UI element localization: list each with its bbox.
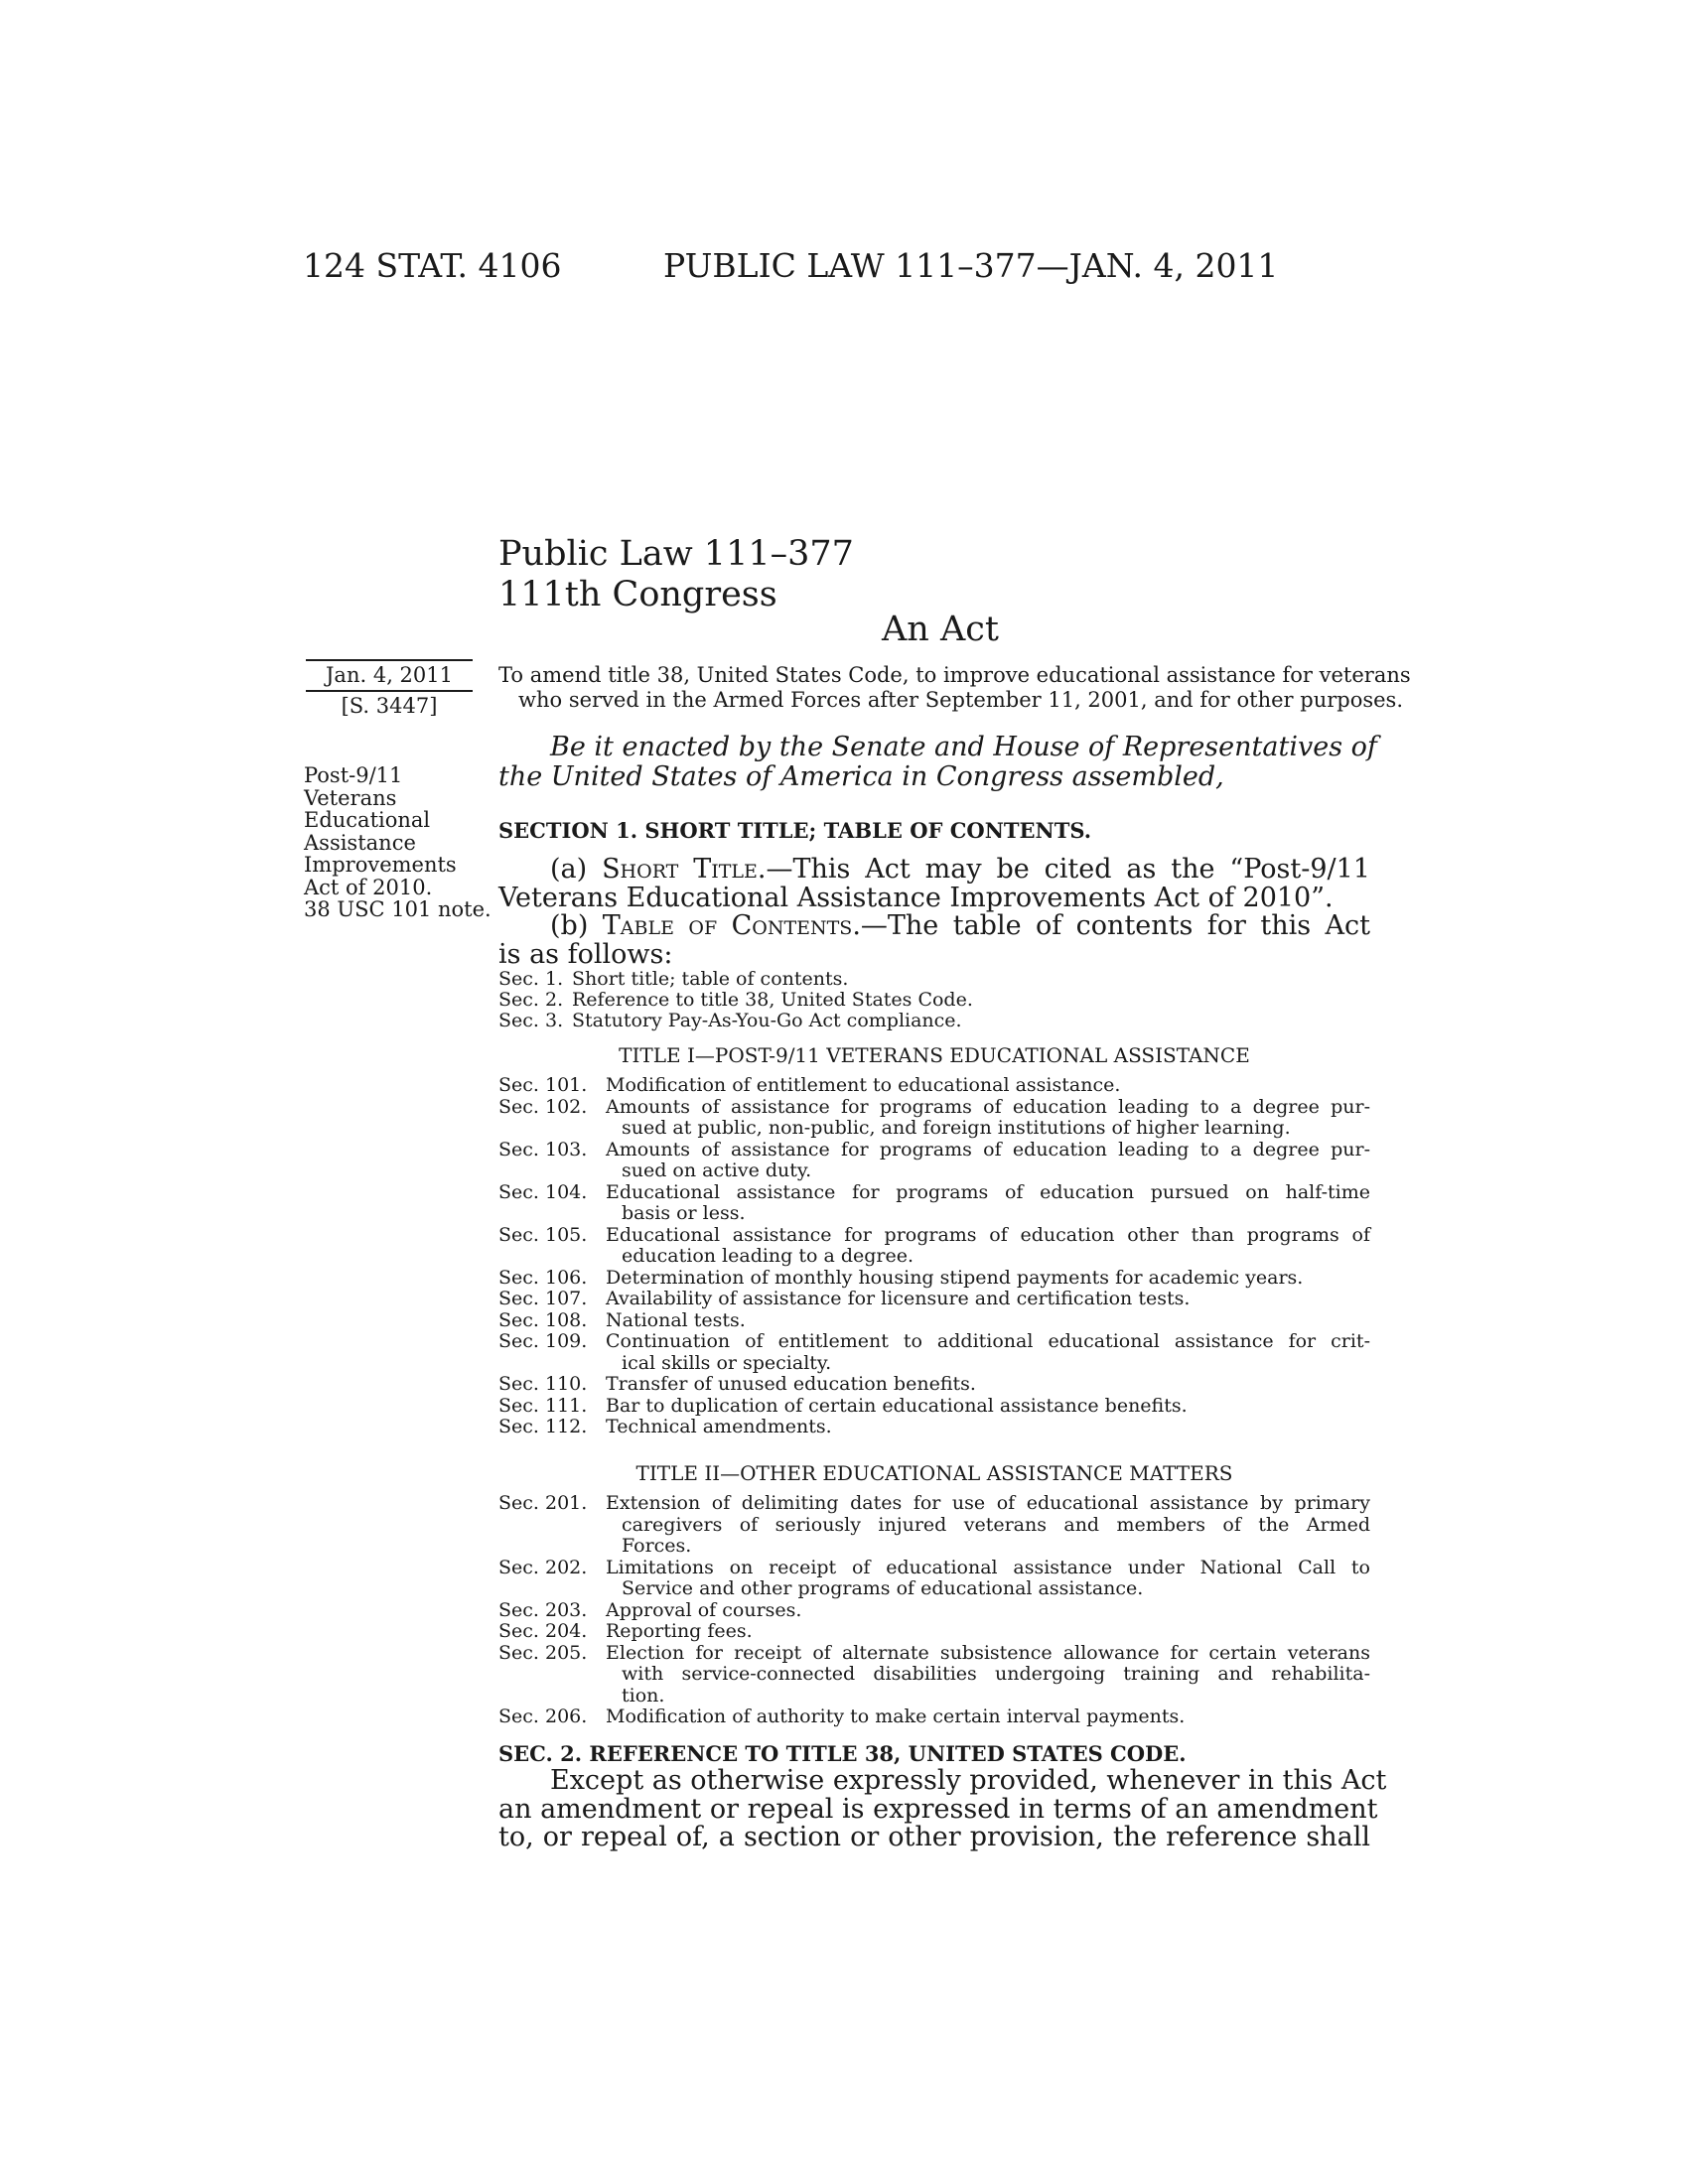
enactment-date: Jan. 4, 2011 [326, 663, 453, 687]
margin-note-line: Post-9/11 [304, 763, 403, 787]
toc-row [498, 1182, 1370, 1225]
toc-section-title [606, 1097, 1370, 1140]
margin-date-block [306, 659, 473, 721]
toc-title-line: Election for receipt of alternate subsistence allowance for certain veterans [606, 1641, 1370, 1664]
toc-section-title [606, 1268, 1370, 1290]
toc-row [498, 1396, 1370, 1418]
margin-notes [304, 764, 492, 921]
section-2-line: to, or repeal of, a section or other provision, the reference shall [498, 1822, 1370, 1852]
toc-section-title [606, 1225, 1370, 1268]
toc-section-title [606, 1643, 1370, 1707]
toc-row [498, 990, 973, 1011]
toc-section-number: Sec. 1. [498, 968, 564, 990]
toc-section-title [606, 1075, 1370, 1097]
toc-title-2-heading: TITLE II—OTHER EDUCATIONAL ASSISTANCE MATTERS [635, 1461, 1233, 1485]
toc-section-number: Sec. 202. [498, 1556, 588, 1578]
toc-title-line: Bar to duplication of certain educational assistance benefits. [606, 1394, 1188, 1417]
toc-section-number: Sec. 102. [498, 1095, 588, 1118]
purpose-line: who served in the Armed Forces after September 11, 2001, and for other purposes. [518, 688, 1404, 712]
toc-section-number: Sec. 103. [498, 1138, 588, 1160]
toc-row [498, 1140, 1370, 1182]
toc-section-number: Sec. 204. [498, 1620, 588, 1642]
section-2-body [498, 1765, 1387, 1852]
subsection-a-line: Veterans Educational Assistance Improvements Act of 2010”. [498, 882, 1334, 913]
law-title [498, 534, 854, 615]
margin-note-line: Assistance [304, 830, 416, 855]
toc-section-title [606, 1310, 1370, 1332]
congress-number: 111th Congress [498, 575, 777, 614]
section-1-heading: SECTION 1. SHORT TITLE; TABLE OF CONTENTS. [498, 818, 1092, 843]
toc-section-title [606, 1600, 1370, 1622]
toc-title-line: Limitations on receipt of educational assistance under National Call to [606, 1556, 1370, 1578]
toc-row [498, 1097, 1370, 1140]
toc-title-line: Continuation of entitlement to additional educational assistance for crit- [606, 1330, 1370, 1352]
toc-section-number: Sec. 108. [498, 1308, 588, 1331]
toc-section-title [606, 1417, 1370, 1438]
toc-title-line: education leading to a degree. [622, 1245, 914, 1267]
toc-title-line: Availability of assistance for licensure and certification tests. [606, 1288, 1191, 1309]
margin-note-line: Act of 2010. [304, 875, 433, 899]
toc-row [498, 1558, 1370, 1600]
subsection-b-line: (b) Table of Contents.—The table of contents for this Act [550, 910, 1371, 941]
toc-section-title [606, 1621, 1370, 1643]
toc-row [498, 1706, 1370, 1728]
toc-row [498, 1331, 1370, 1374]
toc-section-number: Sec. 101. [498, 1074, 588, 1096]
toc-section-number: Sec. 109. [498, 1330, 588, 1352]
toc-row [498, 1011, 973, 1031]
toc-row [498, 1493, 1370, 1558]
toc-title-line: Technical amendments. [606, 1416, 832, 1437]
running-header-citation: PUBLIC LAW 111–377—JAN. 4, 2011 [663, 246, 1279, 285]
toc-title-line: Educational assistance for programs of education other than programs of [606, 1223, 1370, 1246]
toc-section-number: Sec. 107. [498, 1288, 588, 1309]
toc-row [498, 1643, 1370, 1707]
toc-title-1-heading: TITLE I—POST-9/11 VETERANS EDUCATIONAL ASSISTANCE [619, 1043, 1250, 1067]
law-number: Public Law 111–377 [498, 534, 854, 574]
margin-note-line: Veterans [304, 785, 397, 810]
toc-section-number: Sec. 105. [498, 1223, 588, 1246]
toc-title-line: basis or less. [622, 1202, 746, 1224]
toc-section-number: Sec. 112. [498, 1416, 588, 1437]
purpose-line: To amend title 38, United States Code, to improve educational assistance for veterans [498, 663, 1411, 687]
toc-title-line: Educational assistance for programs of education pursued on half-time [606, 1180, 1370, 1203]
toc-section-number: Sec. 104. [498, 1180, 588, 1203]
section-2-line: Except as otherwise expressly provided, whenever in this Act [550, 1765, 1387, 1796]
purpose-clause [498, 663, 1411, 713]
subsection-a-caption: Short Title [602, 854, 758, 885]
toc-section-title [606, 1706, 1370, 1728]
toc-row [498, 969, 973, 990]
toc-title-line: Determination of monthly housing stipend payments for academic years. [606, 1266, 1304, 1289]
toc-row [498, 1600, 1370, 1622]
toc-title-line: Amounts of assistance for programs of education leading to a degree pur- [606, 1095, 1370, 1118]
toc-section-title [606, 1182, 1370, 1225]
toc-section-number: Sec. 203. [498, 1598, 588, 1621]
toc-title-line: Modification of authority to make certain interval payments. [606, 1706, 1186, 1727]
toc-title-line: National tests. [606, 1308, 746, 1331]
toc-title-line: ical skills or specialty. [622, 1351, 832, 1374]
toc-row [498, 1268, 1370, 1290]
toc-title-line: Reporting fees. [606, 1620, 753, 1642]
toc-section-number: Sec. 201. [498, 1492, 588, 1514]
usc-note: 38 USC 101 note. [304, 897, 492, 921]
toc-title-line: with service-connected disabilities undergoing training and rehabilita- [622, 1663, 1370, 1685]
toc-title-1-list [498, 1075, 1370, 1438]
subsection-a-line: (a) Short Title.—This Act may be cited as the “Post-9/11 [550, 854, 1370, 885]
toc-title-line: tion. [622, 1684, 665, 1706]
toc-section-title [606, 1140, 1370, 1182]
toc-title-line: sued on active duty. [622, 1160, 812, 1181]
toc-title-line: Modification of entitlement to educational assistance. [606, 1074, 1121, 1096]
toc-section-title: Statutory Pay-As-You-Go Act compliance. [572, 1010, 962, 1031]
toc-section-number: Sec. 206. [498, 1706, 588, 1727]
section-2-heading: SEC. 2. REFERENCE TO TITLE 38, UNITED STATES CODE. [498, 1741, 1187, 1766]
toc-title-2-list [498, 1493, 1370, 1728]
section-1-body [498, 836, 1370, 969]
toc-section-number: Sec. 3. [498, 1010, 564, 1031]
subsection-b-caption: Table of Contents [602, 910, 853, 941]
toc-section-title: Short title; table of contents. [572, 968, 849, 990]
page-stat-number: 124 STAT. 4106 [303, 246, 562, 285]
toc-title-line: Service and other programs of educational assistance. [622, 1577, 1144, 1599]
toc-row [498, 1310, 1370, 1332]
toc-title-line: Approval of courses. [606, 1598, 802, 1621]
toc-row [498, 1225, 1370, 1268]
toc-title-line: sued at public, non-public, and foreign institutions of higher learning. [622, 1117, 1291, 1139]
toc-section-number: Sec. 205. [498, 1641, 588, 1664]
toc-row [498, 1289, 1370, 1310]
subsection-b-line: is as follows: [498, 938, 673, 970]
toc-title-line: Extension of delimiting dates for use of educational assistance by primary [606, 1492, 1370, 1514]
enacting-clause [498, 732, 1377, 792]
toc-title-line: Amounts of assistance for programs of education leading to a degree pur- [606, 1138, 1370, 1160]
enacting-line: Be it enacted by the Senate and House of Representatives of [550, 732, 1377, 762]
toc-section-title [606, 1493, 1370, 1558]
toc-title-line: caregivers of seriously injured veterans and members of the Armed [622, 1513, 1370, 1536]
toc-title-line: Transfer of unused education benefits. [606, 1373, 976, 1395]
margin-note-line: Educational [304, 808, 431, 832]
act-label: An Act [882, 610, 999, 649]
toc-row [498, 1374, 1370, 1396]
enacting-line: the United States of America in Congress assembled, [498, 761, 1224, 792]
toc-row [498, 1417, 1370, 1438]
section-2-line: an amendment or repeal is expressed in terms of an amendment [498, 1793, 1378, 1825]
toc-section-title: Reference to title 38, United States Code. [572, 989, 973, 1011]
toc-section-title [606, 1331, 1370, 1374]
toc-section-number: Sec. 110. [498, 1373, 588, 1395]
bill-number: [S. 3447] [341, 694, 438, 718]
toc-general [498, 969, 973, 1031]
toc-title-line: Forces. [622, 1535, 692, 1557]
margin-note-line: Improvements [304, 853, 457, 877]
toc-section-title [606, 1558, 1370, 1600]
toc-row [498, 1075, 1370, 1097]
toc-section-number: Sec. 106. [498, 1266, 588, 1289]
toc-section-number: Sec. 111. [498, 1394, 588, 1417]
toc-section-title [606, 1374, 1370, 1396]
toc-section-title [606, 1396, 1370, 1418]
toc-section-number: Sec. 2. [498, 989, 564, 1011]
toc-row [498, 1621, 1370, 1643]
toc-section-title [606, 1289, 1370, 1310]
